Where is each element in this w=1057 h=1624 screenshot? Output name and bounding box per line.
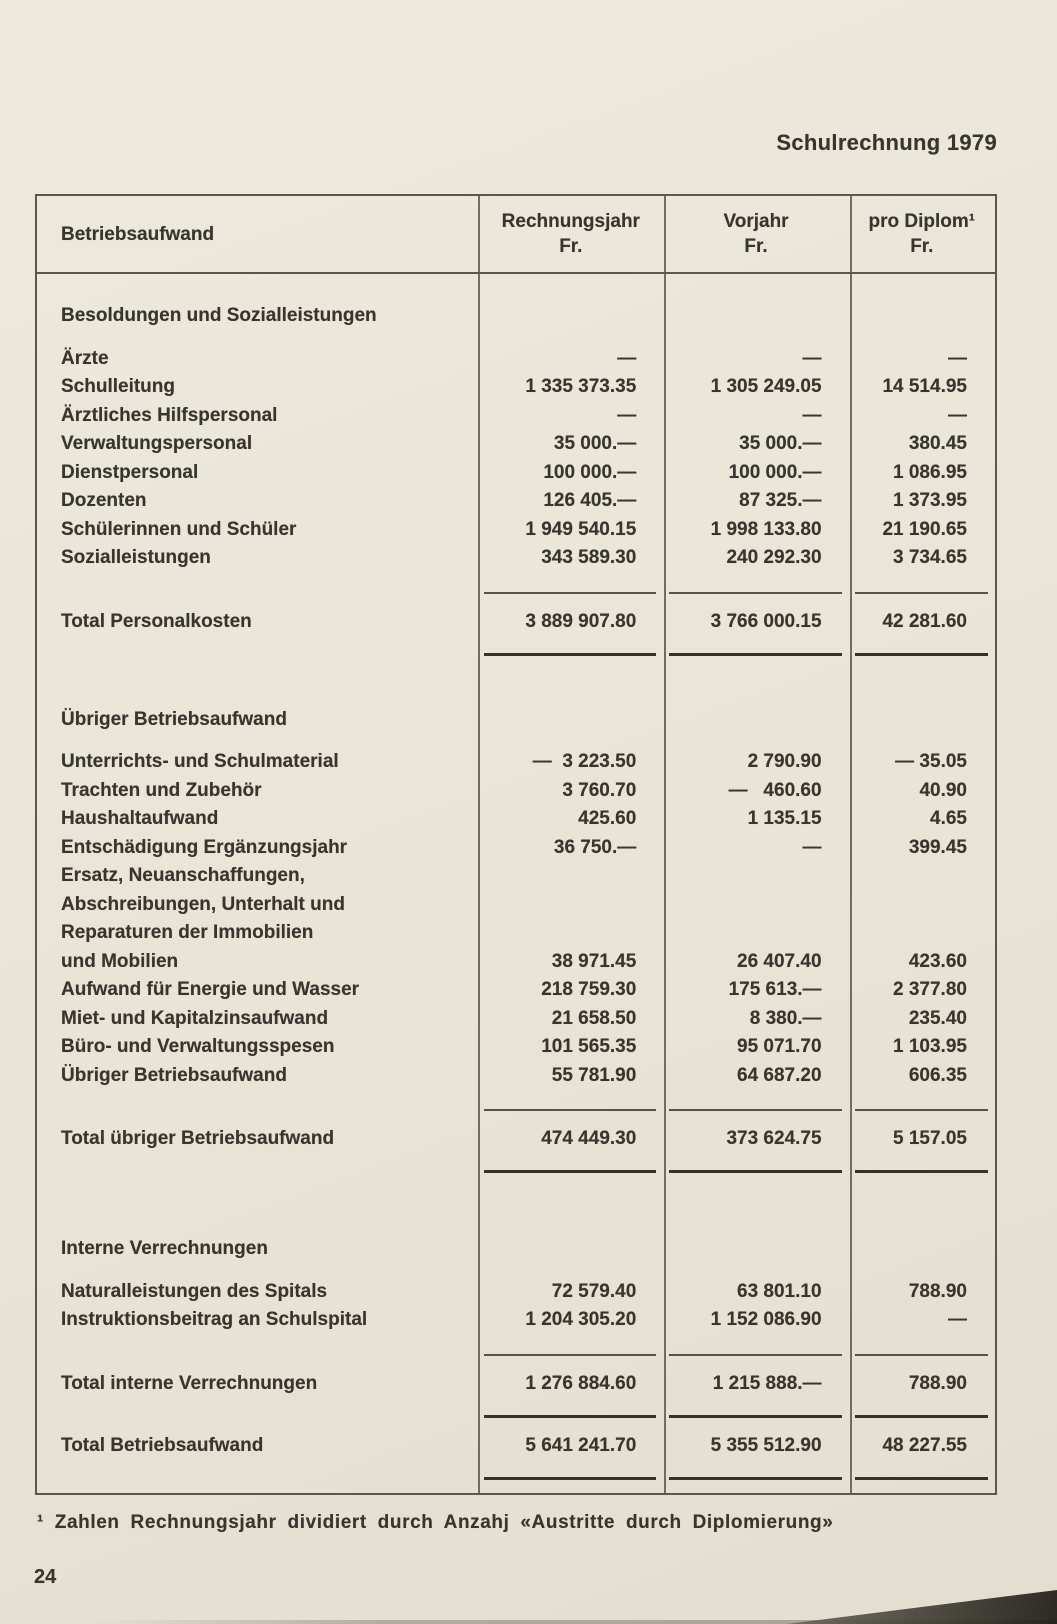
- row-label: und Mobilien: [61, 950, 179, 972]
- row-label: Unterrichts- und Schulmaterial: [61, 751, 339, 773]
- header-pro-diplom: [849, 196, 995, 272]
- value-pro-diplom: 40.90: [919, 779, 967, 801]
- value-vorjahr: 64 687.20: [737, 1064, 822, 1086]
- betriebsaufwand-table: [35, 194, 997, 1495]
- value-rechnungsjahr: 21 658.50: [551, 1007, 637, 1029]
- value-pro-diplom: 1 103.95: [893, 1036, 967, 1058]
- row-label: Entschädigung Ergänzungsjahr: [61, 836, 348, 858]
- row-label: Total Personalkosten: [61, 610, 252, 632]
- value-rechnungsjahr: 3 889 907.80: [525, 610, 637, 632]
- header-rechnungsjahr-unit: Fr.: [559, 236, 583, 257]
- row-label: Besoldungen und Sozialleistungen: [61, 305, 377, 327]
- value-rechnungsjahr: 1 204 305.20: [525, 1309, 637, 1331]
- column-divider-1: [478, 196, 480, 1493]
- value-vorjahr: — 460.60: [728, 779, 822, 801]
- value-vorjahr: —: [802, 347, 822, 369]
- scan-shadow-corner: [787, 1590, 1057, 1624]
- value-pro-diplom: 48 227.55: [882, 1434, 967, 1456]
- value-rechnungsjahr: 126 405.—: [543, 490, 637, 512]
- value-vorjahr: —: [802, 404, 822, 426]
- value-vorjahr: 373 624.75: [726, 1128, 822, 1149]
- header-vorjahr-line1: Vorjahr: [723, 211, 789, 232]
- value-rechnungsjahr: — 3 223.50: [532, 751, 637, 773]
- header-betriebsaufwand-label: Betriebsaufwand: [61, 223, 215, 245]
- value-vorjahr: 1 998 133.80: [710, 518, 822, 540]
- header-vorjahr-unit: Fr.: [744, 236, 768, 257]
- value-rechnungsjahr: 100 000.—: [543, 461, 637, 483]
- page-title: Schulrechnung 1979: [776, 130, 997, 155]
- row-label: Sozialleistungen: [61, 547, 211, 569]
- header-rechnungsjahr-line1: Rechnungsjahr: [501, 211, 640, 232]
- row-label: Ärzte: [61, 347, 109, 369]
- row-label: Büro- und Verwaltungsspesen: [61, 1036, 335, 1058]
- row-label: Ersatz, Neuanschaffungen,: [61, 865, 305, 887]
- value-rechnungsjahr: 1 949 540.15: [525, 518, 637, 540]
- value-pro-diplom: —: [947, 347, 967, 369]
- value-pro-diplom: 5 157.05: [893, 1128, 967, 1149]
- value-rechnungsjahr: 55 781.90: [551, 1064, 637, 1086]
- value-pro-diplom: 788.90: [908, 1280, 967, 1302]
- value-pro-diplom: 399.45: [908, 836, 967, 858]
- row-label: Haushaltaufwand: [61, 808, 219, 830]
- header-pro-diplom-unit: Fr.: [910, 236, 934, 257]
- row-label: Interne Verrechnungen: [61, 1238, 268, 1260]
- row-label: Verwaltungspersonal: [61, 433, 253, 455]
- row-label: Dienstpersonal: [61, 461, 199, 483]
- value-rechnungsjahr: 474 449.30: [541, 1128, 637, 1149]
- row-label: Miet- und Kapitalzinsaufwand: [61, 1007, 329, 1029]
- row-label: Instruktionsbeitrag an Schulspital: [61, 1309, 368, 1331]
- value-pro-diplom: 14 514.95: [882, 376, 967, 398]
- row-label: Total übriger Betriebsaufwand: [61, 1128, 335, 1149]
- value-pro-diplom: —: [947, 1309, 967, 1331]
- value-vorjahr: 240 292.30: [726, 547, 822, 569]
- value-pro-diplom: 423.60: [908, 950, 967, 972]
- row-label: Übriger Betriebsaufwand: [61, 1064, 287, 1086]
- value-vorjahr: 63 801.10: [737, 1280, 822, 1302]
- header-vorjahr: [663, 196, 848, 272]
- value-pro-diplom: 21 190.65: [882, 518, 967, 540]
- value-vorjahr: 95 071.70: [737, 1036, 822, 1058]
- value-rechnungsjahr: 1 276 884.60: [525, 1372, 637, 1394]
- value-rechnungsjahr: 36 750.—: [553, 836, 637, 858]
- value-vorjahr: 100 000.—: [728, 461, 822, 483]
- header-rechnungsjahr: [478, 196, 663, 272]
- value-pro-diplom: 788.90: [908, 1372, 967, 1394]
- row-label: Abschreibungen, Unterhalt und: [61, 893, 345, 915]
- value-pro-diplom: 606.35: [908, 1064, 967, 1086]
- value-vorjahr: 3 766 000.15: [710, 610, 822, 632]
- value-rechnungsjahr: 101 565.35: [541, 1036, 637, 1058]
- row-label: Übriger Betriebsaufwand: [61, 708, 287, 730]
- value-vorjahr: 87 325.—: [739, 490, 822, 512]
- page-number: 24: [34, 1566, 57, 1588]
- value-pro-diplom: 1 086.95: [893, 461, 967, 483]
- value-vorjahr: 8 380.—: [749, 1007, 822, 1029]
- value-vorjahr: 1 152 086.90: [710, 1309, 822, 1331]
- value-vorjahr: 5 355 512.90: [710, 1434, 822, 1456]
- value-rechnungsjahr: 425.60: [578, 808, 637, 830]
- value-rechnungsjahr: 218 759.30: [541, 979, 637, 1001]
- value-vorjahr: 175 613.—: [728, 979, 822, 1001]
- value-pro-diplom: 235.40: [908, 1007, 967, 1029]
- value-pro-diplom: 2 377.80: [893, 979, 967, 1001]
- value-pro-diplom: 1 373.95: [893, 490, 967, 512]
- value-rechnungsjahr: 72 579.40: [551, 1280, 637, 1302]
- footnote: ¹ Zahlen Rechnungsjahr dividiert durch Anzahj «Austritte durch Diplomierung»: [37, 1512, 834, 1533]
- value-rechnungsjahr: 35 000.—: [553, 433, 637, 455]
- header-betriebsaufwand: [37, 196, 478, 272]
- row-label: Naturalleistungen des Spitals: [61, 1280, 328, 1302]
- column-divider-2: [664, 196, 666, 1493]
- value-vorjahr: 26 407.40: [737, 950, 822, 972]
- value-vorjahr: 1 135.15: [747, 808, 822, 830]
- row-label: Total Betriebsaufwand: [61, 1434, 264, 1456]
- value-pro-diplom: —: [947, 404, 967, 426]
- value-vorjahr: 1 215 888.—: [712, 1372, 822, 1394]
- value-rechnungsjahr: 3 760.70: [562, 779, 637, 801]
- value-vorjahr: 35 000.—: [739, 433, 822, 455]
- value-rechnungsjahr: —: [617, 347, 637, 369]
- value-pro-diplom: 3 734.65: [893, 547, 967, 569]
- row-label: Dozenten: [61, 490, 147, 512]
- value-rechnungsjahr: 343 589.30: [541, 547, 637, 569]
- row-label: Ärztliches Hilfspersonal: [61, 404, 278, 426]
- row-label: Reparaturen der Immobilien: [61, 922, 314, 944]
- column-divider-3: [850, 196, 852, 1493]
- row-label: Total interne Verrechnungen: [61, 1372, 318, 1394]
- row-label: Trachten und Zubehör: [61, 779, 262, 801]
- value-rechnungsjahr: 38 971.45: [551, 950, 637, 972]
- value-vorjahr: 2 790.90: [747, 751, 822, 773]
- value-rechnungsjahr: 1 335 373.35: [525, 376, 637, 398]
- value-vorjahr: 1 305 249.05: [710, 376, 822, 398]
- row-label: Schulleitung: [61, 376, 175, 398]
- value-rechnungsjahr: 5 641 241.70: [525, 1434, 637, 1456]
- value-pro-diplom: 4.65: [930, 808, 967, 830]
- value-pro-diplom: 380.45: [908, 433, 967, 455]
- header-pro-diplom-line1: pro Diplom¹: [868, 211, 976, 232]
- row-label: Schülerinnen und Schüler: [61, 518, 297, 540]
- value-rechnungsjahr: —: [617, 404, 637, 426]
- value-pro-diplom: 42 281.60: [882, 610, 967, 632]
- value-vorjahr: —: [802, 836, 822, 858]
- row-label: Aufwand für Energie und Wasser: [61, 979, 360, 1001]
- value-pro-diplom: — 35.05: [895, 751, 967, 773]
